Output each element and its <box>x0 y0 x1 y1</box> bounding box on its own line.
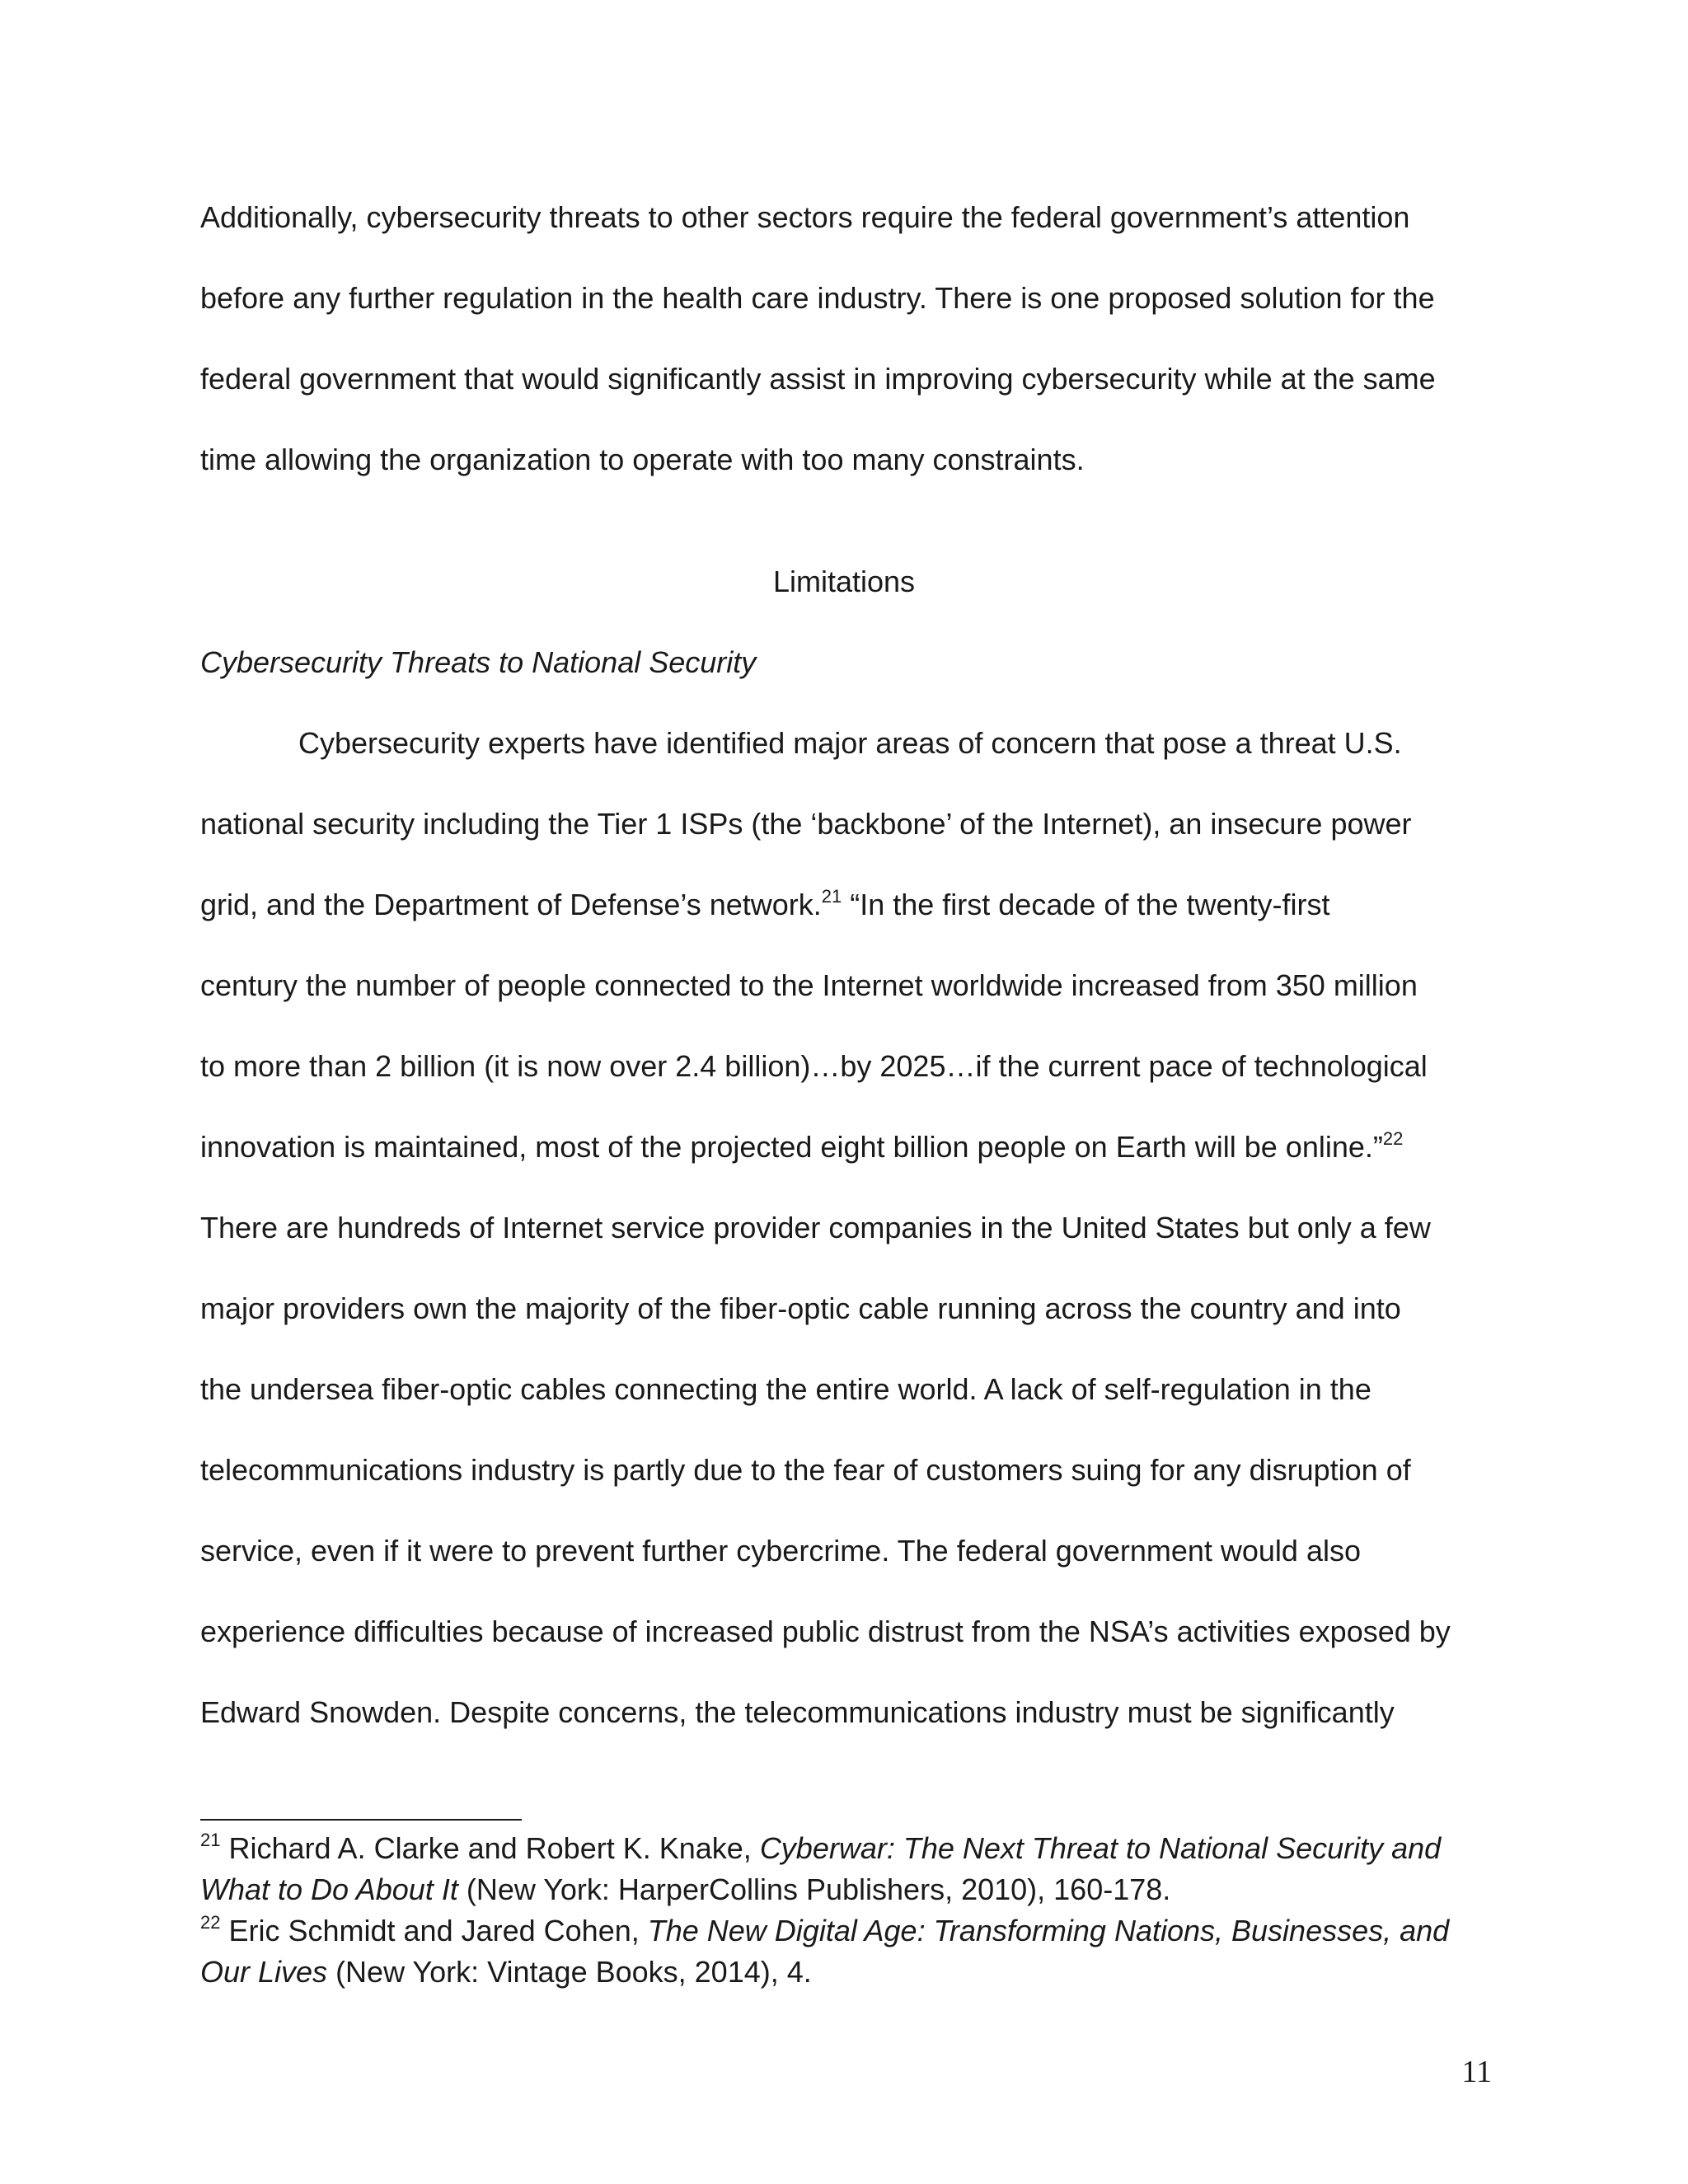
footnote-ref-21[interactable]: 21 <box>821 886 842 907</box>
footnote-22-cont <box>200 1952 812 1993</box>
body-line: major providers own the majority of the fiber-optic cable running across the country and into <box>200 1291 1401 1325</box>
body-line: Edward Snowden. Despite concerns, the telecommunications industry must be significantly <box>200 1695 1395 1729</box>
footnote-number: 21 <box>200 1830 221 1850</box>
footnote-authors: Richard A. Clarke and Robert K. Knake, <box>220 1831 760 1865</box>
footnote-21 <box>200 1828 1441 1869</box>
body-line: before any further regulation in the health care industry. There is one proposed solution for the <box>200 281 1435 315</box>
body-text: “In the first decade of the twenty-first <box>842 888 1330 921</box>
body-text: innovation is maintained, most of the projected eight billion people on Earth will be online.” <box>200 1130 1383 1164</box>
body-line: time allowing the organization to operate with too many constraints. <box>200 443 1085 476</box>
footnote-title: The New Digital Age: Transforming Nations, Businesses, and <box>647 1914 1450 1947</box>
body-line: There are hundreds of Internet service provider companies in the United States but only a few <box>200 1211 1431 1244</box>
body-line <box>200 887 1330 923</box>
footnote-publication: (New York: Vintage Books, 2014), 4. <box>327 1955 812 1989</box>
footnote-22 <box>200 1910 1449 1952</box>
body-line: to more than 2 billion (it is now over 2.4 billion)…by 2025…if the current pace of technological <box>200 1049 1428 1083</box>
body-line: Cybersecurity experts have identified major areas of concern that pose a threat U.S. <box>298 726 1402 760</box>
body-line: service, even if it were to prevent further cybercrime. The federal government would also <box>200 1534 1361 1568</box>
footnote-ref-22[interactable]: 22 <box>1382 1128 1404 1149</box>
page-number: 11 <box>1461 2055 1492 2089</box>
footnote-separator <box>200 1819 522 1821</box>
body-line: national security including the Tier 1 ISPs (the ‘backbone’ of the Internet), an insecure power <box>200 807 1412 841</box>
body-line: experience difficulties because of increased public distrust from the NSA’s activities exposed by <box>200 1615 1451 1648</box>
footnote-title: What to Do About It <box>200 1872 458 1906</box>
body-line: telecommunications industry is partly due to the fear of customers suing for any disruption of <box>200 1453 1411 1487</box>
footnote-title: Cyberwar: The Next Threat to National Security and <box>759 1831 1442 1865</box>
body-line: the undersea fiber-optic cables connecting the entire world. A lack of self-regulation in the <box>200 1372 1372 1406</box>
body-line: Additionally, cybersecurity threats to other sectors require the federal government’s attention <box>200 200 1410 234</box>
footnote-authors: Eric Schmidt and Jared Cohen, <box>220 1914 648 1947</box>
body-line: federal government that would significantly assist in improving cybersecurity while at the same <box>200 362 1436 396</box>
body-line <box>200 1129 1403 1165</box>
footnote-21-cont <box>200 1869 1170 1910</box>
subsection-heading: Cybersecurity Threats to National Security <box>200 645 757 679</box>
footnote-title: Our Lives <box>200 1955 328 1989</box>
body-line: century the number of people connected to the Internet worldwide increased from 350 million <box>200 968 1418 1002</box>
body-text: grid, and the Department of Defense’s network. <box>200 888 822 921</box>
section-heading: Limitations <box>772 565 916 598</box>
footnote-number: 22 <box>200 1912 221 1933</box>
footnote-publication: (New York: HarperCollins Publishers, 2010), 160-178. <box>457 1872 1171 1906</box>
